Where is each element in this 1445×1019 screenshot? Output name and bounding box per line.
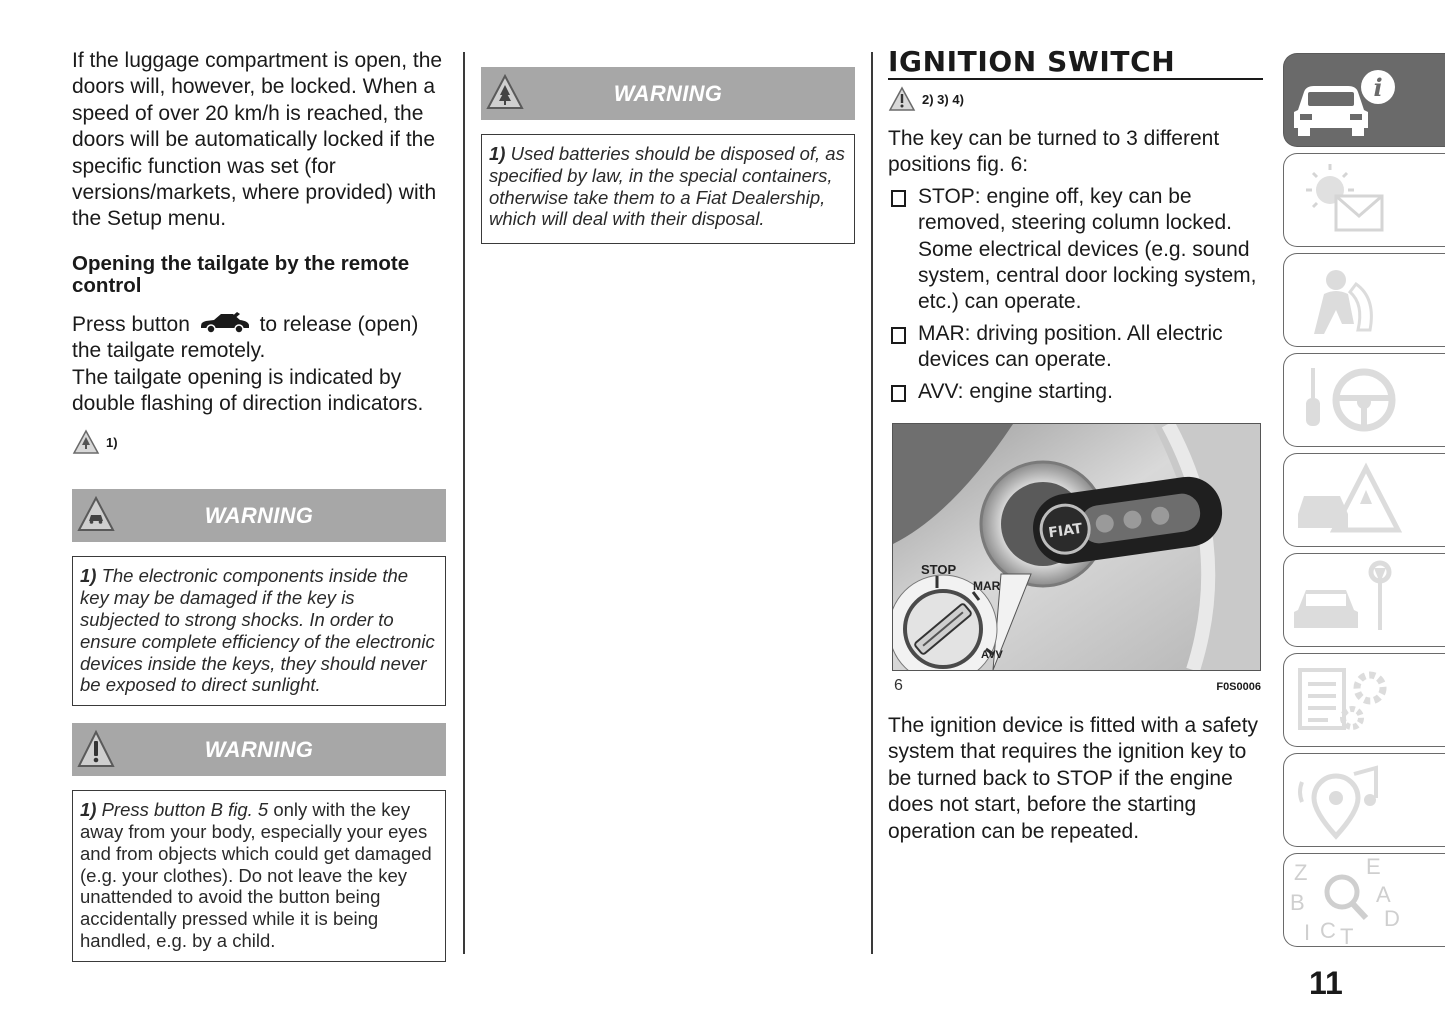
- warning-bar-2: [72, 723, 446, 776]
- bullet-square-icon: [891, 385, 906, 402]
- tailgate-button-icon: [199, 311, 251, 335]
- figure-code: F0S0006: [1216, 681, 1261, 694]
- avv-label: AVV: [981, 649, 1003, 662]
- warning-text-3: Used batteries should be disposed of, as specified by law, in the special containers, otherwise take them to a Fiat Dealership, which will deal with their disposal.: [489, 143, 845, 230]
- environment-warning-triangle-icon: [485, 73, 525, 119]
- car-warning-triangle-icon: [76, 495, 116, 541]
- svg-text:i: i: [1373, 73, 1383, 102]
- technical-data-icon: [1284, 654, 1445, 748]
- svg-text:A: A: [1376, 882, 1391, 907]
- warning-title-2: WARNING: [204, 736, 314, 762]
- tab-technical-data[interactable]: [1283, 653, 1445, 747]
- lights-messages-icon: [1284, 154, 1445, 248]
- warning-bar-1: [72, 489, 446, 542]
- mar-label: MAR: [973, 579, 1001, 594]
- bullet-square-icon: [891, 190, 906, 207]
- car-info-icon: [1284, 54, 1445, 148]
- right-column: [888, 45, 1263, 845]
- safety-icon: [1284, 254, 1445, 348]
- press-button-rest: to release (open) the tailgate remotely.: [72, 312, 419, 363]
- tab-maintenance[interactable]: [1283, 553, 1445, 647]
- svg-text:D: D: [1384, 906, 1400, 931]
- tab-emergency[interactable]: [1283, 453, 1445, 547]
- figure-number: 6: [894, 677, 903, 695]
- exclamation-warning-icon: [76, 729, 116, 777]
- bullet-square-icon: [891, 327, 906, 344]
- svg-text:T: T: [1340, 924, 1354, 948]
- column-divider-right: [871, 52, 873, 954]
- position-avv: AVV: engine starting.: [888, 379, 1263, 405]
- warning-title-3: WARNING: [613, 80, 723, 106]
- svg-text:B: B: [1290, 890, 1305, 915]
- warning-title-1: WARNING: [204, 502, 314, 528]
- ignition-references: 2) 3) 4): [888, 86, 1263, 112]
- tab-starting-driving[interactable]: [1283, 353, 1445, 447]
- warning-bar-3: [481, 67, 855, 120]
- warning-box-1: 1) The electronic components inside the key may be damaged if the key is subjected to strong shocks. In order to ensure complete efficiency of the electronic devices inside the keys, they should never be exposed to direct sunlight.: [72, 556, 446, 706]
- position-mar: MAR: driving position. All electric devices can operate.: [888, 321, 1263, 374]
- figure-caption: [892, 677, 1261, 695]
- ignition-intro: The key can be turned to 3 different positions fig. 6:: [888, 127, 1220, 177]
- tab-multimedia[interactable]: [1283, 753, 1445, 847]
- tab-car-info[interactable]: [1283, 53, 1445, 147]
- position-stop: STOP: engine off, key can be removed, steering column locked. Some electrical devices (e.g. sound system, central door locking system, etc.) can operate.: [888, 184, 1263, 316]
- middle-column: [481, 67, 855, 244]
- svg-text:E: E: [1366, 854, 1381, 879]
- note-reference: 1): [72, 429, 446, 455]
- column-divider-left: [463, 52, 465, 954]
- multimedia-icon: [1284, 754, 1445, 848]
- press-button-paragraph: [72, 311, 446, 365]
- tab-safety[interactable]: [1283, 253, 1445, 347]
- environment-warning-icon: [72, 429, 100, 455]
- tailgate-subheading: Opening the tailgate by the remote control: [72, 251, 410, 297]
- left-column: [72, 48, 446, 962]
- warning-box-2: 1) Press button B fig. 5 only with the key away from your body, especially your eyes and from objects which could get damaged (e.g. your clothes). Do not leave the key unattended to avoid the button being accidentally pressed while it is being handled, e.g. by a child.: [72, 790, 446, 962]
- ignition-key-figure: [892, 423, 1261, 671]
- page-number: 11: [1309, 965, 1343, 1001]
- press-button-text: Press button: [72, 312, 190, 336]
- svg-text:Z: Z: [1294, 860, 1308, 885]
- emergency-icon: [1284, 454, 1445, 548]
- warning-text-2: only with the key away from your body, especially your eyes and from objects which could get damaged (e.g. your clothes). Do not leave the key unattended to avoid the button being accidentally pressed while it is being handled, e.g. by a child.: [80, 799, 432, 952]
- warning-box-3: 1) Used batteries should be disposed of, as specified by law, in the special containers, otherwise take them to a Fiat Dealership, which will deal with their disposal.: [481, 134, 855, 244]
- fiat-logo: FIAT: [1047, 520, 1084, 542]
- section-title: IGNITION SWITCH: [888, 48, 1263, 80]
- starting-driving-icon: [1284, 354, 1445, 448]
- indication-text: The tailgate opening is indicated by double flashing of direction indicators.: [72, 365, 424, 416]
- index-icon: [1284, 854, 1445, 948]
- tab-index[interactable]: [1283, 853, 1445, 947]
- tab-lights-messages[interactable]: [1283, 153, 1445, 247]
- intro-paragraph: If the luggage compartment is open, the doors will, however, be locked. When a speed of over 20 km/h is reached, the doors will be automatically locked if the specific function was set (for versions/markets, where provided) with the Setup menu.: [72, 49, 443, 231]
- maintenance-icon: [1284, 554, 1445, 648]
- svg-text:I: I: [1304, 920, 1311, 945]
- ignition-illustration: [893, 424, 1260, 670]
- svg-text:C: C: [1320, 918, 1336, 943]
- warning-text-1: The electronic components inside the key may be damaged if the key is subjected to strong shocks. In order to ensure complete efficiency of the electronic devices inside the keys, they should never be exposed to direct sunlight.: [80, 565, 435, 696]
- stop-label: STOP: [921, 562, 957, 578]
- exclamation-triangle-icon: [888, 86, 916, 112]
- ignition-closing: The ignition device is fitted with a safety system that requires the ignition key to be turned back to STOP if the engine does not start, before the starting operation can be repeated.: [888, 714, 1259, 843]
